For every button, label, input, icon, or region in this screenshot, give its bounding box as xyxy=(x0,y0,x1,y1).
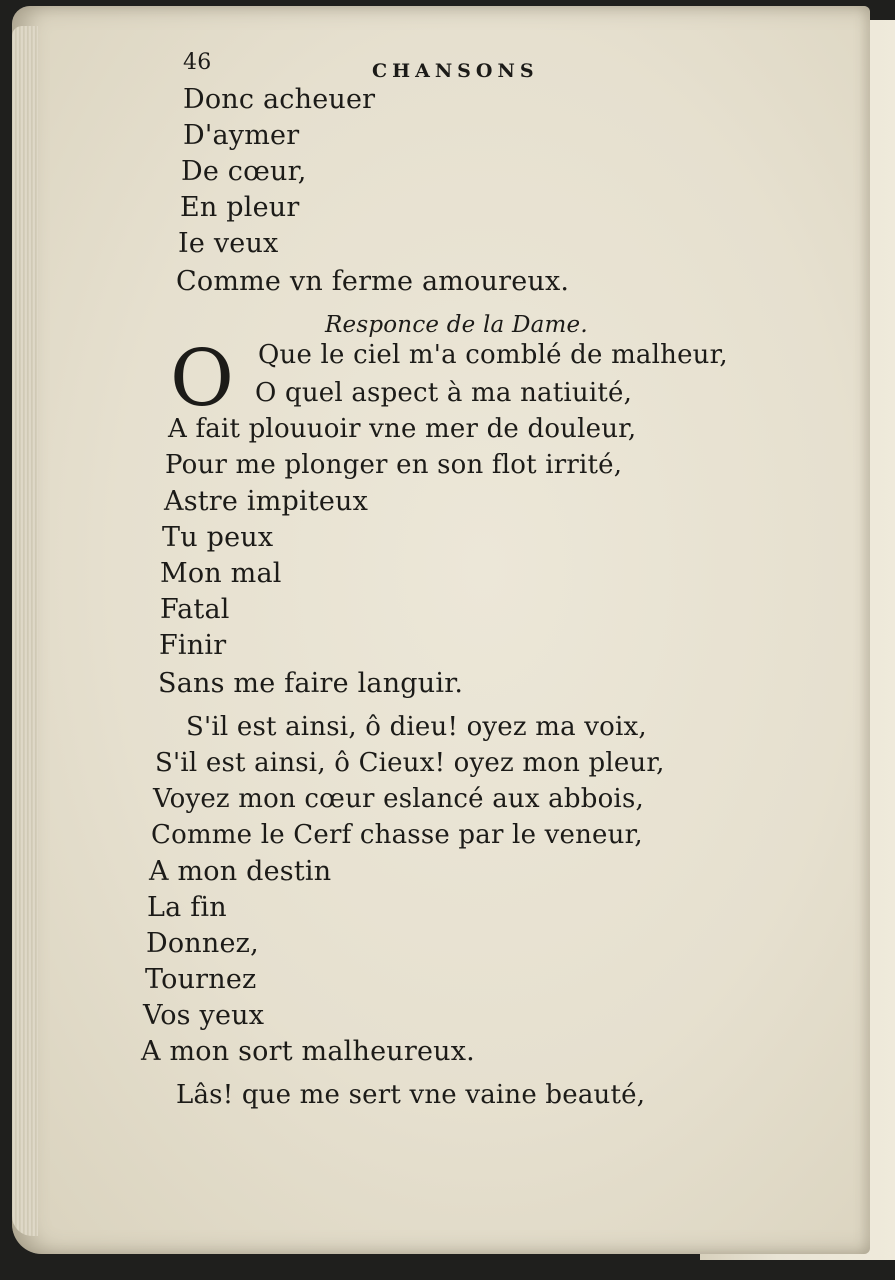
verse-line: A mon destin xyxy=(149,856,332,887)
drop-cap: O xyxy=(170,334,234,424)
page-number: 46 xyxy=(183,50,212,75)
verse-line: Astre impiteux xyxy=(164,486,369,517)
verse-line: Tu peux xyxy=(162,522,274,553)
verse-line: Fatal xyxy=(160,594,230,625)
verse-line: Que le ciel m'a comblé de malheur, xyxy=(258,340,728,370)
verse-line: A fait plouuoir vne mer de douleur, xyxy=(168,414,637,444)
verse-line: S'il est ainsi, ô Cieux! oyez mon pleur, xyxy=(155,748,665,778)
verse-line: Vos yeux xyxy=(143,1000,265,1031)
verse-line: Donc acheuer xyxy=(183,84,376,115)
verse-line: Sans me faire languir. xyxy=(158,668,464,699)
response-title: Responce de la Dame. xyxy=(325,312,588,338)
verse-line: Comme vn ferme amoureux. xyxy=(176,266,570,297)
verse-line: A mon sort malheureux. xyxy=(141,1036,475,1067)
verse-line: Tournez xyxy=(145,964,257,995)
verse-line: En pleur xyxy=(180,192,300,223)
verse-line: S'il est ainsi, ô dieu! oyez ma voix, xyxy=(186,712,647,742)
verse-line: D'aymer xyxy=(183,120,300,151)
verse-line: O quel aspect à ma natiuité, xyxy=(255,378,633,408)
running-title: CHANSONS xyxy=(372,60,539,82)
verse-line: Lâs! que me sert vne vaine beauté, xyxy=(176,1080,646,1110)
verse-line: La fin xyxy=(147,892,227,923)
verse-line: Finir xyxy=(159,630,227,661)
verse-line: Pour me plonger en son flot irrité, xyxy=(165,450,623,480)
verse-line: De cœur, xyxy=(181,156,307,187)
verse-line: Mon mal xyxy=(160,558,282,589)
verse-line: Ie veux xyxy=(178,228,279,259)
verse-line: Comme le Cerf chasse par le veneur, xyxy=(151,820,643,850)
verse-line: Voyez mon cœur eslancé aux abbois, xyxy=(153,784,644,814)
verse-line: Donnez, xyxy=(146,928,259,959)
